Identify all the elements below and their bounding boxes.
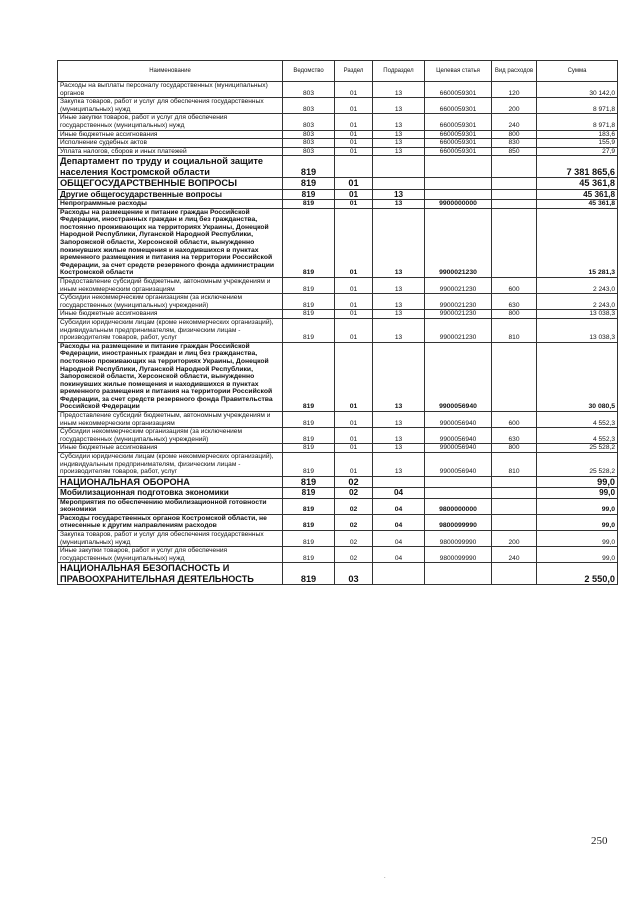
table-row [58, 189, 618, 199]
cell-razdel: 01 [335, 114, 373, 130]
cell-ved: 819 [283, 412, 335, 428]
cell-sum: 15 281,3 [537, 208, 618, 277]
cell-sum: 155,9 [537, 139, 618, 148]
cell-ved: 803 [283, 82, 335, 98]
table-row [58, 488, 618, 498]
cell-ved: 819 [283, 156, 335, 178]
cell-name: Расходы на размещение и питание граждан Российской Федерации, иностранных граждан и лиц без гражданства, постоянно проживающих на территориях Украины, Донецкой Народной Республики, Луганской Народной Республики, Запорожской области, Херсонской области, вынужденно покинувших жилые помещения и находившихся в пунктах временного размещения и питания на территории Российской Федерации, за счет средств резервного фонда администрации Костромской области [58, 208, 283, 277]
cell-ved: 819 [283, 189, 335, 199]
cell-target [425, 476, 492, 488]
cell-ved: 819 [283, 453, 335, 477]
cell-ved: 819 [283, 547, 335, 563]
cell-ved: 819 [283, 428, 335, 444]
cell-name: Иные закупки товаров, работ и услуг для обеспечения государственных (муниципальных) нужд [58, 547, 283, 563]
cell-ved: 803 [283, 98, 335, 114]
cell-target: 6600059301 [425, 98, 492, 114]
cell-vid [492, 178, 537, 190]
table-row [58, 547, 618, 563]
table-row [58, 412, 618, 428]
table-row [58, 563, 618, 585]
cell-vid [492, 342, 537, 411]
header-name: Наименование [58, 61, 283, 82]
cell-vid: 810 [492, 318, 537, 342]
cell-razdel: 01 [335, 139, 373, 148]
cell-ved: 819 [283, 488, 335, 498]
cell-name: Иные бюджетные ассигнования [58, 130, 283, 139]
cell-razdel: 01 [335, 453, 373, 477]
cell-razdel: 01 [335, 189, 373, 199]
cell-ved: 803 [283, 139, 335, 148]
cell-podrazdel: 13 [373, 82, 425, 98]
cell-razdel: 01 [335, 178, 373, 190]
table-row [58, 342, 618, 411]
table-row [58, 114, 618, 130]
cell-ved: 803 [283, 114, 335, 130]
cell-name: Иные бюджетные ассигнования [58, 310, 283, 319]
cell-name: Закупка товаров, работ и услуг для обеспечения государственных (муниципальных) нужд [58, 530, 283, 546]
cell-podrazdel: 13 [373, 114, 425, 130]
cell-razdel: 01 [335, 208, 373, 277]
cell-name: Субсидии юридическим лицам (кроме некоммерческих организаций), индивидуальным предпринимателям, физическим лицам - производителям товаров, работ, услуг [58, 453, 283, 477]
cell-podrazdel [373, 178, 425, 190]
cell-vid: 240 [492, 114, 537, 130]
table-row [58, 208, 618, 277]
cell-razdel: 01 [335, 412, 373, 428]
cell-sum: 30 142,0 [537, 82, 618, 98]
cell-podrazdel: 13 [373, 98, 425, 114]
cell-name: ОБЩЕГОСУДАРСТВЕННЫЕ ВОПРОСЫ [58, 178, 283, 190]
cell-target [425, 178, 492, 190]
cell-podrazdel: 13 [373, 342, 425, 411]
cell-sum: 45 361,8 [537, 178, 618, 190]
cell-target: 6600059301 [425, 130, 492, 139]
cell-target [425, 488, 492, 498]
cell-target: 9900056940 [425, 412, 492, 428]
cell-target: 9900056940 [425, 453, 492, 477]
header-podrazdel: Подраздел [373, 61, 425, 82]
table-row [58, 498, 618, 514]
cell-podrazdel [373, 156, 425, 178]
cell-sum: 25 528,2 [537, 444, 618, 453]
cell-podrazdel: 13 [373, 428, 425, 444]
cell-razdel: 01 [335, 277, 373, 293]
cell-name: Уплата налогов, сборов и иных платежей [58, 147, 283, 156]
cell-podrazdel: 13 [373, 294, 425, 310]
cell-vid [492, 189, 537, 199]
cell-razdel: 01 [335, 342, 373, 411]
cell-vid [492, 563, 537, 585]
table-row [58, 139, 618, 148]
page-number: 250 [591, 835, 608, 847]
table-row [58, 178, 618, 190]
table-row [58, 98, 618, 114]
cell-vid [492, 514, 537, 530]
table-row [58, 277, 618, 293]
cell-vid: 800 [492, 310, 537, 319]
cell-sum: 99,0 [537, 498, 618, 514]
cell-target: 9900021230 [425, 310, 492, 319]
cell-target [425, 563, 492, 585]
cell-razdel: 02 [335, 547, 373, 563]
cell-ved: 819 [283, 514, 335, 530]
table-row [58, 294, 618, 310]
cell-sum: 7 381 865,6 [537, 156, 618, 178]
header-target: Целевая статья [425, 61, 492, 82]
cell-sum: 45 361,8 [537, 189, 618, 199]
cell-podrazdel: 13 [373, 189, 425, 199]
cell-ved: 819 [283, 294, 335, 310]
cell-vid [492, 498, 537, 514]
cell-name: Предоставление субсидий бюджетным, автономным учреждениям и иным некоммерческим организациям [58, 277, 283, 293]
header-razdel: Раздел [335, 61, 373, 82]
cell-ved: 803 [283, 147, 335, 156]
cell-name: Непрограммные расходы [58, 200, 283, 209]
cell-razdel: 02 [335, 498, 373, 514]
cell-sum: 99,0 [537, 488, 618, 498]
cell-razdel [335, 156, 373, 178]
cell-ved: 819 [283, 563, 335, 585]
cell-razdel: 01 [335, 147, 373, 156]
cell-target: 9900021230 [425, 294, 492, 310]
cell-podrazdel: 13 [373, 318, 425, 342]
cell-name: Расходы на выплаты персоналу государственных (муниципальных) органов [58, 82, 283, 98]
cell-vid: 600 [492, 412, 537, 428]
cell-target: 9900000000 [425, 200, 492, 209]
cell-sum: 183,6 [537, 130, 618, 139]
cell-razdel: 01 [335, 82, 373, 98]
cell-ved: 819 [283, 530, 335, 546]
cell-razdel: 01 [335, 200, 373, 209]
cell-podrazdel: 04 [373, 547, 425, 563]
cell-razdel: 01 [335, 98, 373, 114]
cell-sum: 45 361,8 [537, 200, 618, 209]
cell-name: Субсидии некоммерческим организациям (за исключением государственных (муниципальных) учреждений) [58, 428, 283, 444]
cell-ved: 819 [283, 498, 335, 514]
cell-razdel: 02 [335, 488, 373, 498]
cell-vid: 850 [492, 147, 537, 156]
header-vid: Вид расходов [492, 61, 537, 82]
cell-vid [492, 476, 537, 488]
table-row [58, 156, 618, 178]
cell-ved: 819 [283, 277, 335, 293]
cell-name: Департамент по труду и социальной защите населения Костромской области [58, 156, 283, 178]
cell-vid: 630 [492, 294, 537, 310]
cell-razdel: 03 [335, 563, 373, 585]
cell-target: 6600059301 [425, 147, 492, 156]
cell-podrazdel [373, 563, 425, 585]
cell-razdel: 02 [335, 530, 373, 546]
cell-vid [492, 200, 537, 209]
cell-ved: 819 [283, 318, 335, 342]
cell-vid: 600 [492, 277, 537, 293]
footer-mark: . [384, 874, 386, 880]
cell-name: Закупка товаров, работ и услуг для обеспечения государственных (муниципальных) нужд [58, 98, 283, 114]
cell-razdel: 01 [335, 130, 373, 139]
cell-vid: 800 [492, 444, 537, 453]
cell-target: 9900056940 [425, 342, 492, 411]
cell-sum: 99,0 [537, 514, 618, 530]
table-row [58, 310, 618, 319]
cell-target [425, 156, 492, 178]
cell-vid: 240 [492, 547, 537, 563]
cell-vid: 200 [492, 98, 537, 114]
cell-vid: 120 [492, 82, 537, 98]
table-row [58, 318, 618, 342]
table-row [58, 476, 618, 488]
budget-table [57, 60, 618, 585]
cell-sum: 25 528,2 [537, 453, 618, 477]
cell-vid: 810 [492, 453, 537, 477]
cell-sum: 13 038,3 [537, 310, 618, 319]
cell-target: 6600059301 [425, 139, 492, 148]
cell-sum: 4 552,3 [537, 412, 618, 428]
cell-sum: 30 080,5 [537, 342, 618, 411]
table-row [58, 130, 618, 139]
cell-sum: 27,9 [537, 147, 618, 156]
cell-razdel: 01 [335, 310, 373, 319]
cell-name: Другие общегосударственные вопросы [58, 189, 283, 199]
cell-podrazdel: 04 [373, 514, 425, 530]
cell-target: 9900056940 [425, 428, 492, 444]
cell-target: 6600059301 [425, 114, 492, 130]
cell-ved: 819 [283, 178, 335, 190]
header-ved: Ведомство [283, 61, 335, 82]
table-body [58, 82, 618, 585]
cell-sum: 4 552,3 [537, 428, 618, 444]
cell-razdel: 02 [335, 476, 373, 488]
cell-sum: 13 038,3 [537, 318, 618, 342]
cell-name: Иные бюджетные ассигнования [58, 444, 283, 453]
cell-ved: 819 [283, 208, 335, 277]
cell-podrazdel: 13 [373, 310, 425, 319]
cell-sum: 2 550,0 [537, 563, 618, 585]
cell-vid: 630 [492, 428, 537, 444]
cell-podrazdel: 13 [373, 200, 425, 209]
cell-name: Субсидии некоммерческим организациям (за исключением государственных (муниципальных) учреждений) [58, 294, 283, 310]
cell-name: НАЦИОНАЛЬНАЯ БЕЗОПАСНОСТЬ И ПРАВООХРАНИТЕЛЬНАЯ ДЕЯТЕЛЬНОСТЬ [58, 563, 283, 585]
cell-vid: 200 [492, 530, 537, 546]
cell-podrazdel: 13 [373, 444, 425, 453]
cell-vid [492, 208, 537, 277]
cell-target: 9900021230 [425, 277, 492, 293]
cell-podrazdel: 04 [373, 530, 425, 546]
cell-razdel: 01 [335, 318, 373, 342]
cell-podrazdel: 04 [373, 488, 425, 498]
cell-name: НАЦИОНАЛЬНАЯ ОБОРОНА [58, 476, 283, 488]
cell-name: Мероприятия по обеспечению мобилизационной готовности экономики [58, 498, 283, 514]
cell-target: 9800099990 [425, 547, 492, 563]
table-row [58, 444, 618, 453]
cell-target: 9800099990 [425, 530, 492, 546]
cell-podrazdel: 13 [373, 412, 425, 428]
cell-ved: 819 [283, 342, 335, 411]
cell-razdel: 01 [335, 428, 373, 444]
cell-name: Субсидии юридическим лицам (кроме некоммерческих организаций), индивидуальным предпринимателям, физическим лицам - производителям товаров, работ, услуг [58, 318, 283, 342]
cell-name: Мобилизационная подготовка экономики [58, 488, 283, 498]
cell-name: Расходы государственных органов Костромской области, не отнесенные к другим направлениям расходов [58, 514, 283, 530]
cell-sum: 99,0 [537, 530, 618, 546]
cell-sum: 99,0 [537, 476, 618, 488]
table-row [58, 453, 618, 477]
cell-target: 9800099990 [425, 514, 492, 530]
cell-podrazdel: 13 [373, 130, 425, 139]
cell-target: 9900021230 [425, 318, 492, 342]
cell-podrazdel: 04 [373, 498, 425, 514]
cell-vid: 800 [492, 130, 537, 139]
cell-razdel: 01 [335, 294, 373, 310]
cell-ved: 819 [283, 310, 335, 319]
table-row [58, 200, 618, 209]
table-header-row [58, 61, 618, 82]
cell-podrazdel: 13 [373, 147, 425, 156]
cell-ved: 803 [283, 130, 335, 139]
cell-name: Предоставление субсидий бюджетным, автономным учреждениям и иным некоммерческим организациям [58, 412, 283, 428]
cell-ved: 819 [283, 444, 335, 453]
table-row [58, 147, 618, 156]
cell-ved: 819 [283, 476, 335, 488]
cell-razdel: 01 [335, 444, 373, 453]
cell-vid: 830 [492, 139, 537, 148]
cell-podrazdel: 13 [373, 139, 425, 148]
cell-name: Расходы на размещение и питание граждан Российской Федерации, иностранных граждан и лиц без гражданства, постоянно проживающих на территориях Украины, Донецкой Народной Республики, Луганской Народной Республики, Запорожской области, Херсонской области, вынужденно покинувших жилые помещения и находившихся в пунктах временного размещения и питания на территории Российской Федерации, за счет средств резервного фонда Правительства Российской Федерации [58, 342, 283, 411]
cell-sum: 8 971,8 [537, 98, 618, 114]
cell-podrazdel: 13 [373, 208, 425, 277]
cell-target: 9800000000 [425, 498, 492, 514]
cell-vid [492, 488, 537, 498]
cell-podrazdel [373, 476, 425, 488]
cell-sum: 2 243,0 [537, 277, 618, 293]
cell-vid [492, 156, 537, 178]
header-sum: Сумма [537, 61, 618, 82]
cell-sum: 99,0 [537, 547, 618, 563]
cell-sum: 2 243,0 [537, 294, 618, 310]
table-row [58, 530, 618, 546]
cell-ved: 819 [283, 200, 335, 209]
cell-podrazdel: 13 [373, 277, 425, 293]
cell-name: Иные закупки товаров, работ и услуг для обеспечения государственных (муниципальных) нужд [58, 114, 283, 130]
cell-name: Исполнение судебных актов [58, 139, 283, 148]
cell-target: 9900021230 [425, 208, 492, 277]
table-row [58, 514, 618, 530]
table-row [58, 428, 618, 444]
cell-target: 9900056940 [425, 444, 492, 453]
table-row [58, 82, 618, 98]
cell-sum: 8 971,8 [537, 114, 618, 130]
cell-target [425, 189, 492, 199]
cell-target: 6600059301 [425, 82, 492, 98]
cell-podrazdel: 13 [373, 453, 425, 477]
cell-razdel: 02 [335, 514, 373, 530]
